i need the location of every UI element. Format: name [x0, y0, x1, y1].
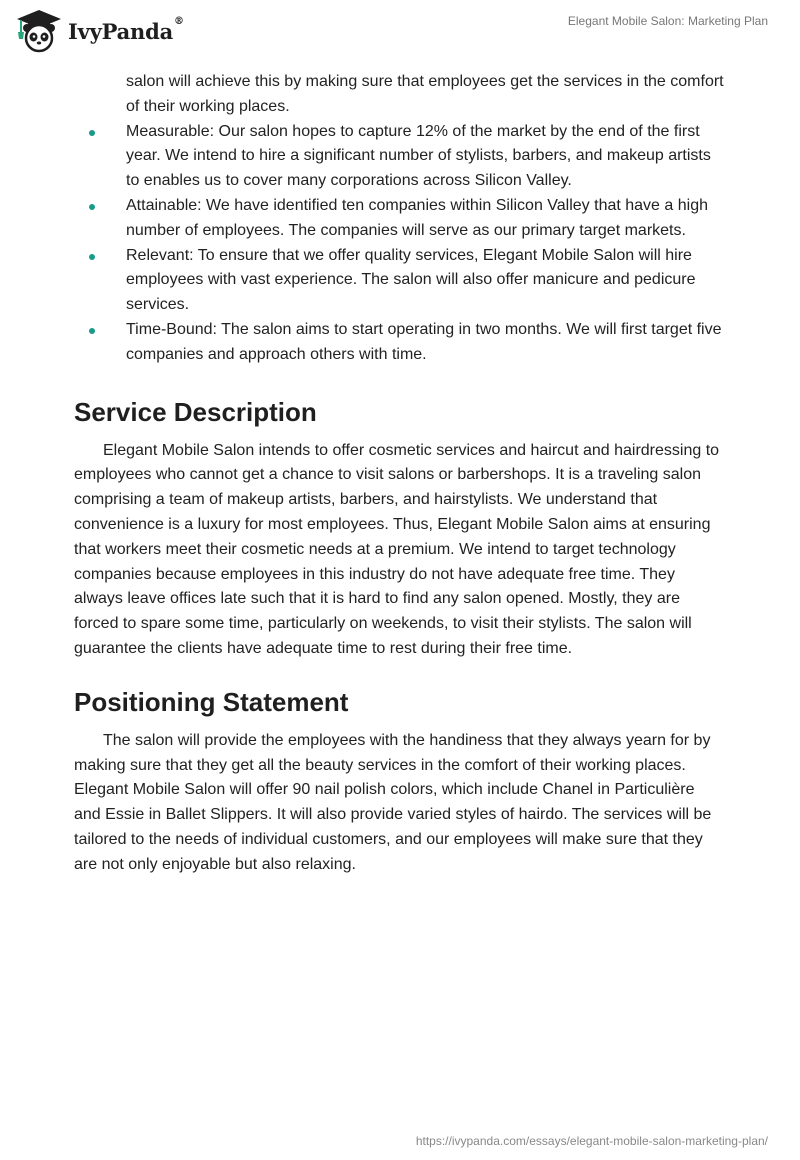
list-item-text: Relevant: To ensure that we offer quality services, Elegant Mobile Salon will hire employees with vast experience. The salon will also offer manicure and pedicure services. — [126, 246, 696, 314]
list-item — [74, 194, 724, 244]
list-item — [74, 244, 724, 318]
smart-goals-list — [74, 70, 724, 368]
bullet-icon — [89, 130, 95, 136]
service-description-heading: Service Description — [74, 396, 317, 427]
page-header — [0, 0, 800, 62]
list-item-text: Measurable: Our salon hopes to capture 12% of the market by the end of the first year. We intend to hire a significant number of stylists, barbers, and makeup artists to enables us to cover many corporations across Silicon Valley. — [126, 122, 711, 190]
bullet-icon — [89, 328, 95, 334]
list-item-text: Attainable: We have identified ten companies within Silicon Valley that have a high number of employees. The companies will serve as our primary target markets. — [126, 196, 708, 239]
positioning-statement-paragraph: The salon will provide the employees with the handiness that they always yearn for by making sure that they get all the beauty services in the comfort of their working places. Elegant Mobile Salon will offer 90 nail polish colors, which include Chanel in Particulière and Essie in Ballet Slippers. It will also provide varied styles of hairdo. The services will be tailored to the needs of individual customers, and our employees will make sure that they are not only enjoyable but also relaxing. — [74, 731, 712, 873]
document-title: Elegant Mobile Salon: Marketing Plan — [567, 14, 768, 28]
bullet-icon — [89, 204, 95, 210]
registered-mark: ® — [174, 15, 184, 27]
ivypanda-logo[interactable] — [14, 8, 184, 54]
list-item — [74, 120, 724, 194]
positioning-statement-heading: Positioning Statement — [74, 686, 349, 717]
document-body — [74, 70, 724, 878]
list-item — [74, 318, 724, 368]
list-item-text: salon will achieve this by making sure that employees get the services in the comfort of their working places. — [126, 73, 724, 115]
panda-graduate-icon — [14, 8, 64, 54]
list-item-text: Time-Bound: The salon aims to start operating in two months. We will first target five companies and approach others with time. — [126, 320, 722, 363]
list-item-continuation — [74, 70, 724, 120]
logo-name: IvyPanda — [68, 18, 174, 44]
bullet-icon — [89, 254, 95, 260]
service-description-paragraph: Elegant Mobile Salon intends to offer cosmetic services and haircut and hairdressing to employees who cannot get a chance to visit salons or barbershops. It is a traveling salon comprising a team of makeup artists, barbers, and hairstylists. We understand that convenience is a luxury for most employees. Thus, Elegant Mobile Salon aims at ensuring that workers meet their cosmetic needs at a premium. We intend to target technology companies because employees in this industry do not have adequate free time. They always leave offices late such that it is hard to find any salon opened. Mostly, they are forced to spare some time, particularly on weekends, to visit their stylists. The salon will guarantee the clients have adequate time to rest during their free time. — [74, 441, 720, 657]
logo-wordmark — [68, 15, 184, 44]
source-url[interactable]: https://ivypanda.com/essays/elegant-mobile-salon-marketing-plan/ — [415, 1134, 768, 1148]
